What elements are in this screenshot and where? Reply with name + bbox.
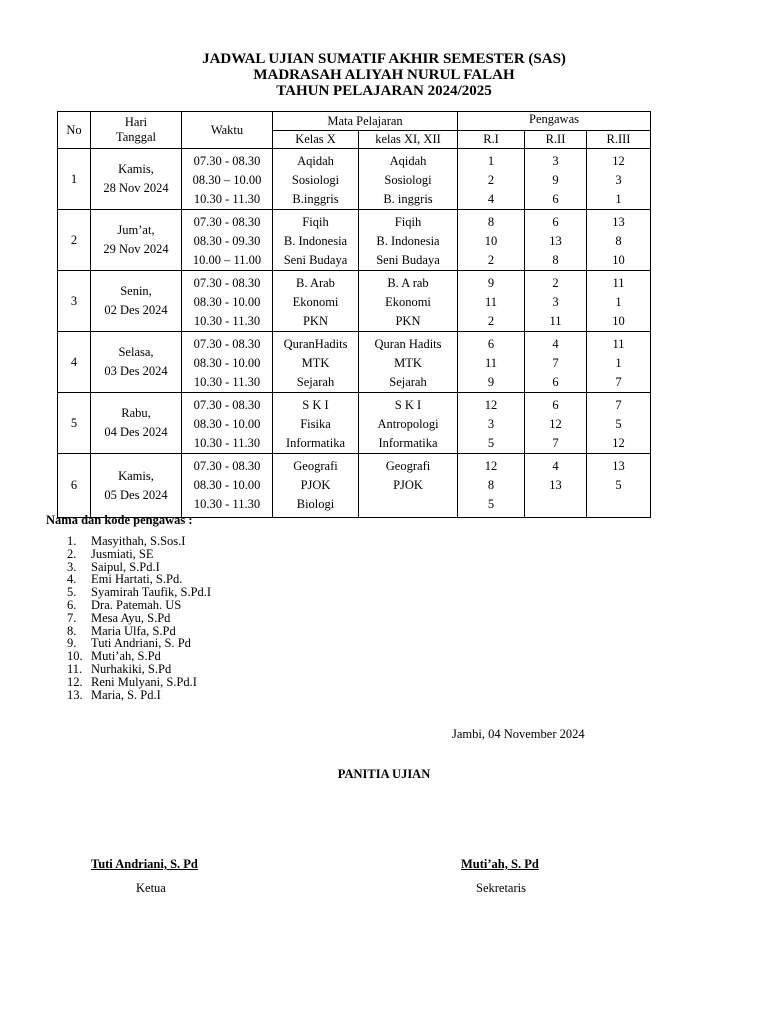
cell-line: 4 bbox=[487, 192, 495, 206]
supervisor-code: 9. bbox=[67, 636, 77, 651]
day-name: Rabu, bbox=[121, 406, 151, 420]
supervisor-code: 5. bbox=[67, 585, 77, 600]
cell-line: MTK bbox=[394, 356, 422, 370]
row-subjects-kelas-xi-xii bbox=[359, 149, 458, 210]
cell-line: 2 bbox=[487, 253, 495, 267]
cell-line: Informatika bbox=[285, 436, 345, 450]
cell-line: Ekonomi bbox=[292, 295, 339, 309]
table-row bbox=[58, 332, 651, 393]
day-name: Selasa, bbox=[118, 345, 154, 359]
cell-line: 11 bbox=[549, 314, 562, 328]
table-row bbox=[58, 210, 651, 271]
supervisor-name: Syamirah Taufik, S.Pd.I bbox=[91, 585, 212, 600]
cell-line: Quran Hadits bbox=[374, 337, 442, 351]
cell-line: 10 bbox=[484, 234, 498, 248]
row-subjects-kelas-xi-xii bbox=[359, 210, 458, 271]
row-subjects-kelas-x bbox=[273, 393, 359, 454]
header-no: No bbox=[58, 112, 91, 149]
signature-right-name: Muti’ah, S. Pd bbox=[461, 857, 539, 871]
cell-line: 10.30 - 11.30 bbox=[193, 192, 261, 206]
cell-line: 6 bbox=[552, 215, 559, 229]
row-subjects-kelas-x bbox=[273, 210, 359, 271]
row-times bbox=[182, 271, 273, 332]
cell-line: 07.30 - 08.30 bbox=[193, 459, 261, 473]
supervisor-name: Reni Mulyani, S.Pd.I bbox=[91, 674, 197, 689]
row-times bbox=[182, 454, 273, 518]
header-kelas-xi-xii: kelas XI, XII bbox=[359, 131, 458, 149]
table-row bbox=[58, 149, 651, 210]
cell-line: 8 bbox=[487, 478, 495, 492]
supervisor-name: Jusmiati, SE bbox=[91, 546, 154, 561]
row-supervisor-r3 bbox=[587, 271, 651, 332]
day-name: Jum’at, bbox=[117, 223, 155, 237]
cell-line: B. inggris bbox=[383, 192, 433, 206]
cell-line bbox=[587, 495, 650, 514]
supervisor-code: 10. bbox=[67, 649, 83, 664]
document-title bbox=[0, 51, 768, 99]
cell-line: 8 bbox=[552, 253, 559, 267]
cell-line: Seni Budaya bbox=[376, 253, 440, 267]
cell-line: 7 bbox=[615, 398, 622, 412]
cell-line: 13 bbox=[549, 478, 562, 492]
header-r3: R.III bbox=[587, 131, 651, 149]
cell-line: 08.30 – 10.00 bbox=[192, 173, 262, 187]
row-supervisor-r1 bbox=[458, 149, 525, 210]
cell-line: 10.00 – 11.00 bbox=[192, 253, 262, 267]
cell-line: Aqidah bbox=[297, 154, 334, 168]
supervisor-code: 4. bbox=[67, 572, 77, 587]
cell-line: 10.30 - 11.30 bbox=[193, 436, 261, 450]
cell-line: 1 bbox=[615, 356, 622, 370]
cell-line: 13 bbox=[612, 459, 625, 473]
title-line-3: TAHUN PELAJARAN 2024/2025 bbox=[276, 83, 492, 99]
cell-line: 6 bbox=[552, 192, 559, 206]
cell-line bbox=[359, 495, 457, 514]
cell-line: 12 bbox=[549, 417, 562, 431]
row-number: 1 bbox=[58, 149, 91, 210]
cell-line: 7 bbox=[615, 375, 622, 389]
day-date: 02 Des 2024 bbox=[104, 303, 168, 317]
cell-line: 3 bbox=[552, 295, 559, 309]
committee-heading: PANITIA UJIAN bbox=[337, 767, 431, 781]
table-row bbox=[58, 393, 651, 454]
cell-line: 07.30 - 08.30 bbox=[193, 154, 261, 168]
row-supervisor-r3 bbox=[587, 332, 651, 393]
row-subjects-kelas-x bbox=[273, 332, 359, 393]
header-hari-tanggal bbox=[91, 112, 182, 149]
cell-line: B.inggris bbox=[292, 192, 339, 206]
row-number: 2 bbox=[58, 210, 91, 271]
supervisor-code: 13. bbox=[67, 687, 83, 702]
row-supervisor-r3 bbox=[587, 210, 651, 271]
cell-line: B. A rab bbox=[387, 276, 429, 290]
row-day-date bbox=[91, 210, 182, 271]
row-times bbox=[182, 332, 273, 393]
exam-schedule-table bbox=[57, 111, 651, 518]
cell-line: Seni Budaya bbox=[283, 253, 348, 267]
schedule-body bbox=[58, 149, 651, 518]
cell-line: 11 bbox=[612, 276, 625, 290]
supervisor-code: 12. bbox=[67, 674, 83, 689]
place-date: Jambi, 04 November 2024 bbox=[452, 727, 585, 741]
row-supervisor-r2 bbox=[525, 149, 587, 210]
supervisor-name: Dra. Patemah. US bbox=[91, 597, 182, 612]
cell-line: 07.30 - 08.30 bbox=[193, 276, 261, 290]
row-supervisor-r2 bbox=[525, 393, 587, 454]
cell-line: 08.30 - 10.00 bbox=[193, 417, 261, 431]
row-day-date bbox=[91, 271, 182, 332]
cell-line: 10.30 - 11.30 bbox=[193, 375, 261, 389]
header-tanggal: Tanggal bbox=[115, 130, 157, 144]
row-day-date bbox=[91, 454, 182, 518]
row-number: 5 bbox=[58, 393, 91, 454]
supervisor-code: 2. bbox=[67, 546, 77, 561]
day-date: 29 Nov 2024 bbox=[103, 242, 169, 256]
cell-line: 10 bbox=[612, 314, 625, 328]
supervisor-name: Maria Ulfa, S.Pd bbox=[91, 623, 176, 638]
cell-line: 2 bbox=[487, 173, 495, 187]
cell-line: 5 bbox=[615, 478, 622, 492]
cell-line: 1 bbox=[615, 192, 622, 206]
cell-line: Geografi bbox=[293, 459, 338, 473]
supervisor-name: Masyithah, S.Sos.I bbox=[91, 534, 186, 548]
row-times bbox=[182, 149, 273, 210]
supervisor-code: 3. bbox=[67, 559, 77, 574]
header-waktu: Waktu bbox=[182, 112, 273, 149]
cell-line: B. Indonesia bbox=[376, 234, 440, 248]
cell-line: Geografi bbox=[385, 459, 431, 473]
signature-left-name: Tuti Andriani, S. Pd bbox=[91, 857, 198, 871]
supervisor-name: Mesa Ayu, S.Pd bbox=[91, 610, 171, 625]
supervisor-code: 6. bbox=[67, 597, 77, 612]
cell-line: 11 bbox=[484, 295, 498, 309]
cell-line: S K I bbox=[394, 398, 422, 412]
cell-line: 3 bbox=[552, 154, 559, 168]
cell-line: B. Arab bbox=[296, 276, 335, 290]
signature-left-role: Ketua bbox=[136, 881, 166, 895]
cell-line: Sosiologi bbox=[384, 173, 432, 187]
cell-line: 12 bbox=[612, 154, 625, 168]
cell-line: 07.30 - 08.30 bbox=[193, 398, 261, 412]
cell-line: 08.30 - 10.00 bbox=[193, 356, 261, 370]
supervisor-code: 1. bbox=[67, 534, 77, 548]
row-subjects-kelas-x bbox=[273, 454, 359, 518]
row-subjects-kelas-xi-xii bbox=[359, 332, 458, 393]
row-subjects-kelas-xi-xii bbox=[359, 393, 458, 454]
cell-line: Fisika bbox=[300, 417, 331, 431]
supervisor-code: 11. bbox=[67, 661, 83, 676]
row-supervisor-r3 bbox=[587, 393, 651, 454]
row-day-date bbox=[91, 393, 182, 454]
row-day-date bbox=[91, 149, 182, 210]
cell-line: PJOK bbox=[393, 478, 423, 492]
cell-line: Aqidah bbox=[389, 154, 427, 168]
cell-line: 9 bbox=[487, 276, 495, 290]
table-row bbox=[58, 271, 651, 332]
header-pengawas: Pengawas bbox=[458, 112, 651, 131]
list-item bbox=[67, 689, 211, 702]
table-row bbox=[58, 454, 651, 518]
header-hari: Hari bbox=[124, 115, 148, 129]
supervisor-code: 7. bbox=[67, 610, 77, 625]
cell-line: 2 bbox=[552, 276, 559, 290]
header-mata-pelajaran: Mata Pelajaran bbox=[273, 112, 458, 131]
row-subjects-kelas-x bbox=[273, 271, 359, 332]
cell-line: Informatika bbox=[378, 436, 438, 450]
cell-line: Biologi bbox=[296, 497, 335, 511]
cell-line: 10 bbox=[612, 253, 625, 267]
cell-line: 08.30 - 10.00 bbox=[193, 295, 261, 309]
row-day-date bbox=[91, 332, 182, 393]
row-supervisor-r1 bbox=[458, 271, 525, 332]
cell-line: 12 bbox=[484, 398, 498, 412]
cell-line: 4 bbox=[552, 337, 559, 351]
row-supervisor-r1 bbox=[458, 454, 525, 518]
row-supervisor-r2 bbox=[525, 210, 587, 271]
day-date: 03 Des 2024 bbox=[104, 364, 168, 378]
cell-line: 5 bbox=[615, 417, 622, 431]
cell-line: 11 bbox=[612, 337, 625, 351]
cell-line: B. Indonesia bbox=[283, 234, 348, 248]
cell-line: 4 bbox=[552, 459, 559, 473]
supervisor-name: Saipul, S.Pd.I bbox=[91, 559, 160, 574]
row-number: 3 bbox=[58, 271, 91, 332]
cell-line: Antropologi bbox=[377, 417, 439, 431]
cell-line: 13 bbox=[549, 234, 562, 248]
row-supervisor-r1 bbox=[458, 210, 525, 271]
cell-line: Fiqih bbox=[394, 215, 422, 229]
supervisor-code: 8. bbox=[67, 623, 77, 638]
row-number: 6 bbox=[58, 454, 91, 518]
day-name: Kamis, bbox=[118, 162, 154, 176]
cell-line: 8 bbox=[615, 234, 622, 248]
supervisor-name: Maria, S. Pd.I bbox=[91, 687, 161, 702]
cell-line: 13 bbox=[612, 215, 625, 229]
supervisor-name: Tuti Andriani, S. Pd bbox=[91, 636, 191, 651]
cell-line: 7 bbox=[552, 356, 559, 370]
cell-line: Sejarah bbox=[296, 375, 335, 389]
row-supervisor-r1 bbox=[458, 332, 525, 393]
cell-line: 3 bbox=[615, 173, 622, 187]
row-supervisor-r3 bbox=[587, 454, 651, 518]
cell-line: 11 bbox=[484, 356, 498, 370]
cell-line: 12 bbox=[484, 459, 498, 473]
cell-line: PKN bbox=[395, 314, 421, 328]
cell-line: 07.30 - 08.30 bbox=[193, 215, 261, 229]
row-supervisor-r2 bbox=[525, 332, 587, 393]
cell-line: 9 bbox=[487, 375, 495, 389]
cell-line: 08.30 - 09.30 bbox=[193, 234, 261, 248]
cell-line: 6 bbox=[552, 375, 559, 389]
cell-line: 1 bbox=[615, 295, 622, 309]
cell-line: Sejarah bbox=[389, 375, 427, 389]
cell-line: 10.30 - 11.30 bbox=[193, 314, 261, 328]
cell-line: 07.30 - 08.30 bbox=[193, 337, 261, 351]
cell-line: 2 bbox=[487, 314, 495, 328]
header-r1: R.I bbox=[458, 131, 525, 149]
supervisor-legend-list bbox=[67, 535, 211, 701]
row-subjects-kelas-x bbox=[273, 149, 359, 210]
cell-line: 8 bbox=[487, 215, 495, 229]
cell-line: 10.30 - 11.30 bbox=[193, 497, 261, 511]
cell-line: 3 bbox=[487, 417, 495, 431]
supervisor-legend-title: Nama dan kode pengawas : bbox=[46, 513, 193, 527]
row-times bbox=[182, 393, 273, 454]
row-supervisor-r3 bbox=[587, 149, 651, 210]
cell-line: 6 bbox=[552, 398, 559, 412]
title-line-2: MADRASAH ALIYAH NURUL FALAH bbox=[253, 67, 515, 83]
cell-line: S K I bbox=[302, 398, 329, 412]
cell-line: 1 bbox=[487, 154, 495, 168]
day-date: 28 Nov 2024 bbox=[103, 181, 169, 195]
cell-line bbox=[525, 495, 586, 514]
cell-line: Fiqih bbox=[302, 215, 329, 229]
cell-line: 5 bbox=[487, 497, 495, 511]
cell-line: PKN bbox=[302, 314, 328, 328]
signature-right-role: Sekretaris bbox=[476, 881, 526, 895]
day-name: Senin, bbox=[120, 284, 152, 298]
supervisor-name: Emi Hartati, S.Pd. bbox=[91, 572, 183, 587]
cell-line: PJOK bbox=[300, 478, 331, 492]
title-line-1: JADWAL UJIAN SUMATIF AKHIR SEMESTER (SAS) bbox=[202, 51, 566, 67]
cell-line: 6 bbox=[487, 337, 495, 351]
cell-line: Sosiologi bbox=[291, 173, 340, 187]
row-subjects-kelas-xi-xii bbox=[359, 454, 458, 518]
row-subjects-kelas-xi-xii bbox=[359, 271, 458, 332]
supervisor-name: Nurhakiki, S.Pd bbox=[91, 661, 172, 676]
row-supervisor-r1 bbox=[458, 393, 525, 454]
header-r2: R.II bbox=[525, 131, 587, 149]
cell-line: 08.30 - 10.00 bbox=[193, 478, 261, 492]
row-supervisor-r2 bbox=[525, 271, 587, 332]
cell-line: 12 bbox=[612, 436, 625, 450]
supervisor-name: Muti’ah, S.Pd bbox=[91, 649, 161, 664]
day-date: 04 Des 2024 bbox=[104, 425, 168, 439]
cell-line: 5 bbox=[487, 436, 495, 450]
day-date: 05 Des 2024 bbox=[104, 487, 168, 502]
row-supervisor-r2 bbox=[525, 454, 587, 518]
row-number: 4 bbox=[58, 332, 91, 393]
cell-line: MTK bbox=[301, 356, 330, 370]
cell-line: 9 bbox=[552, 173, 559, 187]
cell-line: 7 bbox=[552, 436, 559, 450]
row-times bbox=[182, 210, 273, 271]
cell-line: Ekonomi bbox=[385, 295, 431, 309]
cell-line: QuranHadits bbox=[283, 337, 348, 351]
day-name: Kamis, bbox=[118, 468, 154, 483]
header-kelas-x: Kelas X bbox=[273, 131, 359, 149]
